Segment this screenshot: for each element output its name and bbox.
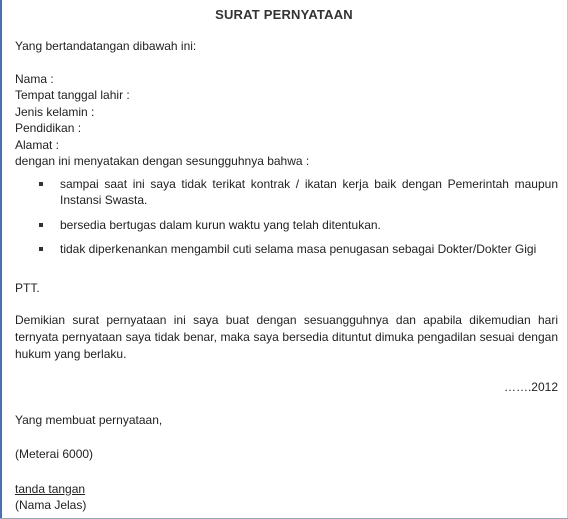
list-item-text: sampai saat ini saya tidak terikat kontrak / ikatan kerja baik dengan Pemerintah maupun Instansi Swasta. — [60, 176, 558, 207]
field-pendidikan: Pendidikan : — [15, 121, 82, 135]
square-bullet-icon — [39, 247, 43, 251]
name-label: (Nama Jelas) — [15, 498, 87, 512]
document-title: SURAT PERNYATAAN — [215, 7, 353, 22]
field-tempat-tanggal-lahir: Tempat tanggal lahir : — [15, 88, 130, 102]
list-item — [15, 241, 558, 258]
statement-list — [15, 176, 558, 258]
square-bullet-icon — [39, 223, 43, 227]
stamp-label: (Meterai 6000) — [15, 447, 94, 461]
signer-label: Yang membuat pernyataan, — [15, 412, 163, 427]
list-item-text: tidak diperkenankan mengambil cuti selama masa penugasan sebagai Dokter/Dokter Gigi — [60, 242, 537, 256]
ptt-text: PTT. — [15, 280, 40, 295]
list-item — [15, 176, 558, 209]
date-text: …….2012 — [503, 380, 558, 394]
field-nama: Nama : — [15, 71, 54, 86]
intro-text: Yang bertandatangan dibawah ini: — [15, 39, 197, 53]
closing-paragraph: Demikian surat pernyataan ini saya buat dengan sesuangguhnya dan apabila dikemudian hari ternyata pernyataan saya tidak benar, maka saya bersedia dituntut dimuka pengadilan sesuai dengan hukum yang berlaku. — [15, 313, 558, 361]
square-bullet-icon — [39, 182, 43, 186]
document-body — [15, 38, 558, 514]
signature-label: tanda tangan — [15, 481, 86, 496]
field-jenis-kelamin: Jenis kelamin : — [15, 104, 95, 119]
left-border — [0, 0, 2, 519]
field-alamat: Alamat : — [15, 137, 60, 152]
list-item-text: bersedia bertugas dalam kurun waktu yang telah ditentukan. — [60, 217, 381, 232]
list-item — [15, 217, 558, 234]
statement-intro: dengan ini menyatakan dengan sesungguhnya bahwa : — [15, 154, 310, 168]
